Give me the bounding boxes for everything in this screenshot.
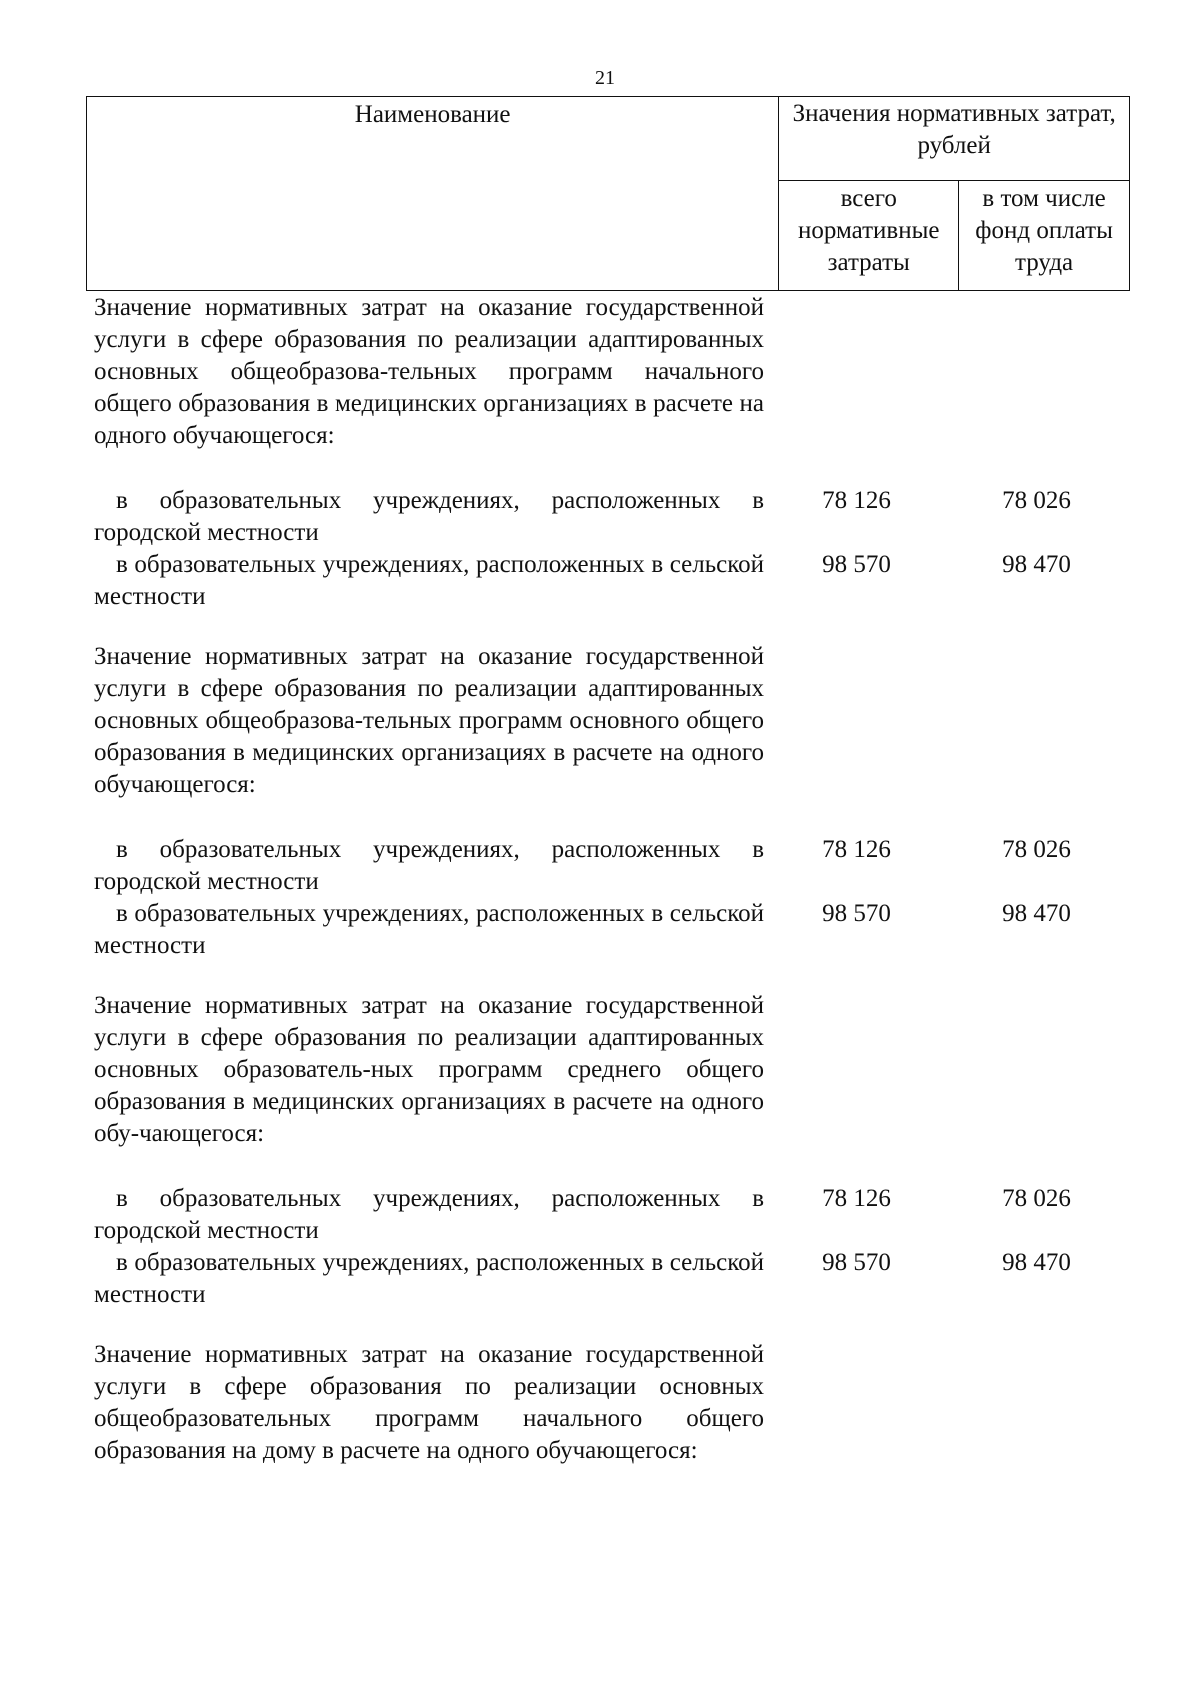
table-header — [86, 96, 1130, 291]
table-row — [94, 485, 1130, 549]
row-wage-value: 98 470 — [1002, 551, 1071, 578]
row-total-value: 78 126 — [822, 1185, 891, 1212]
section-title: Значение нормативных затрат на оказание государственной услуги в сфере образования по реализации адаптированных основных общеобразова-тельных программ основного общего образования в медицинских организациях в расчете на одного обучающегося: — [94, 643, 764, 798]
row-total-value: 98 570 — [822, 1249, 891, 1276]
section — [94, 641, 1130, 962]
table-row — [94, 1247, 1130, 1311]
wage-column-header: в том числе фонд оплаты труда — [959, 181, 1130, 291]
row-wage-value: 78 026 — [1002, 487, 1071, 514]
values-group-header: Значения нормативных затрат, рублей — [779, 97, 1130, 181]
page-number: 21 — [595, 67, 615, 89]
table-row — [94, 834, 1130, 898]
table-row — [94, 1183, 1130, 1247]
table-row — [94, 898, 1130, 962]
row-total-value: 98 570 — [822, 551, 891, 578]
row-wage-value: 98 470 — [1002, 900, 1071, 927]
row-label: в образовательных учреждениях, расположенных в сельской местности — [94, 1249, 764, 1308]
section — [94, 990, 1130, 1311]
row-wage-value: 98 470 — [1002, 1249, 1071, 1276]
row-wage-value: 78 026 — [1002, 1185, 1071, 1212]
row-label: в образовательных учреждениях, расположенных в городской местности — [94, 487, 764, 546]
table-body — [94, 292, 1130, 1467]
row-label: в образовательных учреждениях, расположенных в городской местности — [94, 1185, 764, 1244]
section-title: Значение нормативных затрат на оказание государственной услуги в сфере образования по реализации основных общеобразовательных программ начального общего образования на дому в расчете на одного обучающегося: — [94, 1341, 764, 1464]
total-column-header: всего нормативные затраты — [779, 181, 959, 291]
row-label: в образовательных учреждениях, расположенных в сельской местности — [94, 900, 764, 959]
section — [94, 1339, 1130, 1467]
table-row — [94, 549, 1130, 613]
row-total-value: 78 126 — [822, 836, 891, 863]
section-title: Значение нормативных затрат на оказание государственной услуги в сфере образования по реализации адаптированных основных образователь-ных программ среднего общего образования в медицинских организациях в расчете на одного обу-чающегося: — [94, 992, 764, 1147]
row-label: в образовательных учреждениях, расположенных в сельской местности — [94, 551, 764, 610]
row-total-value: 98 570 — [822, 900, 891, 927]
name-column-header: Наименование — [87, 97, 779, 291]
row-label: в образовательных учреждениях, расположенных в городской местности — [94, 836, 764, 895]
row-total-value: 78 126 — [822, 487, 891, 514]
row-wage-value: 78 026 — [1002, 836, 1071, 863]
section-title: Значение нормативных затрат на оказание государственной услуги в сфере образования по реализации адаптированных основных общеобразова-тельных программ начального общего образования в медицинских организациях в расчете на одного обучающегося: — [94, 294, 764, 449]
section — [94, 292, 1130, 613]
